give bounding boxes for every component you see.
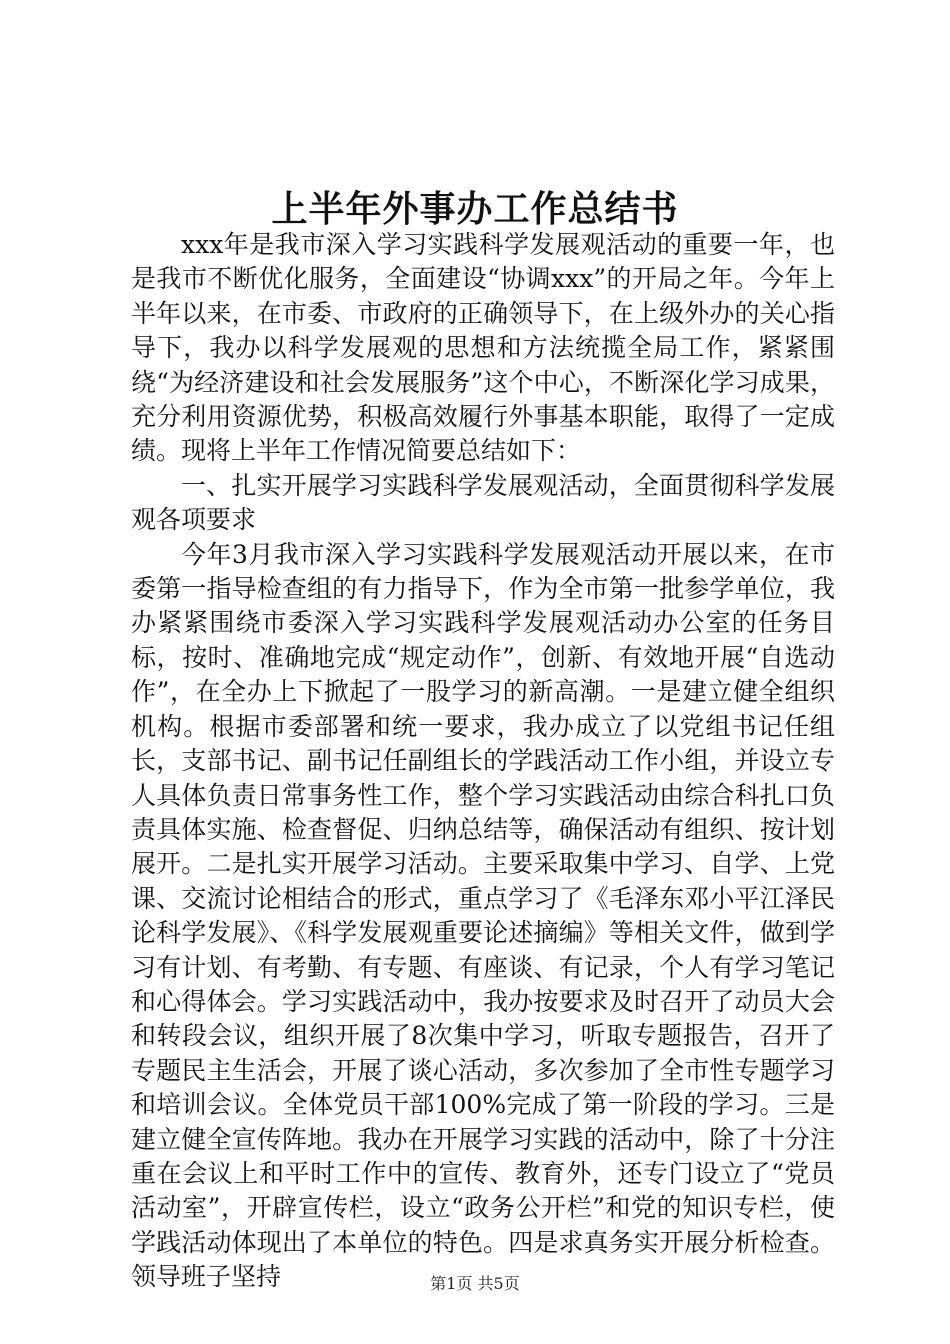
section-heading-1: 一、扎实开展学习实践科学发展观活动，全面贯彻科学发展观各项要求: [131, 470, 835, 535]
document-title: 上半年外事办工作总结书: [271, 188, 679, 230]
intro-paragraph: xxx年是我市深入学习实践科学发展观活动的重要一年，也是我市不断优化服务，全面建设“协调xxx”的开局之年。今年上半年以来，在市委、市政府的正确领导下，在上级外办的关心指导下，我办以科学发展观的思想和方法统揽全局工作，紧紧围绕“为经济建设和社会发展服务”这个中心，不断深化学习成果，充分利用资源优势，积极高效履行外事基本职能，取得了一定成绩。现将上半年工作情况简要总结如下：: [131, 230, 835, 466]
page-footer: 第1页 共5页: [430, 1274, 520, 1293]
section-1-paragraph: 今年3月我市深入学习实践科学发展观活动开展以来，在市委第一指导检查组的有力指导下，作为全市第一批参学单位，我办紧紧围绕市委深入学习实践科学发展观活动办公室的任务目标，按时、准确地完成“规定动作”，创新、有效地开展“自选动作”，在全办上下掀起了一股学习的新高潮。一是建立健全组织机构。根据市委部署和统一要求，我办成立了以党组书记任组长，支部书记、副书记任副组长的学践活动工作小组，并设立专人具体负责日常事务性工作，整个学习实践活动由综合科扎口负责具体实施、检查督促、归纳总结等，确保活动有组织、按计划展开。二是扎实开展学习活动。主要采取集中学习、自学、上党课、交流讨论相结合的形式，重点学习了《毛泽东邓小平江泽民论科学发展》、《科学发展观重要论述摘编》等相关文件，做到学习有计划、有考勤、有专题、有座谈、有记录，个人有学习笔记和心得体会。学习实践活动中，我办按要求及时召开了动员大会和转段会议，组织开展了8次集中学习，听取专题报告，召开了专题民主生活会，开展了谈心活动，多次参加了全市性专题学习和培训会议。全体党员干部100%完成了第一阶段的学习。三是建立健全宣传阵地。我办在开展学习实践的活动中，除了十分注重在会议上和平时工作中的宣传、教育外，还专门设立了“党员活动室”，开辟宣传栏，设立“政务公开栏”和党的知识专栏，使学践活动体现出了本单位的特色。四是求真务实开展分析检查。领导班子坚持: [131, 539, 835, 1292]
document-body: [131, 228, 835, 1295]
